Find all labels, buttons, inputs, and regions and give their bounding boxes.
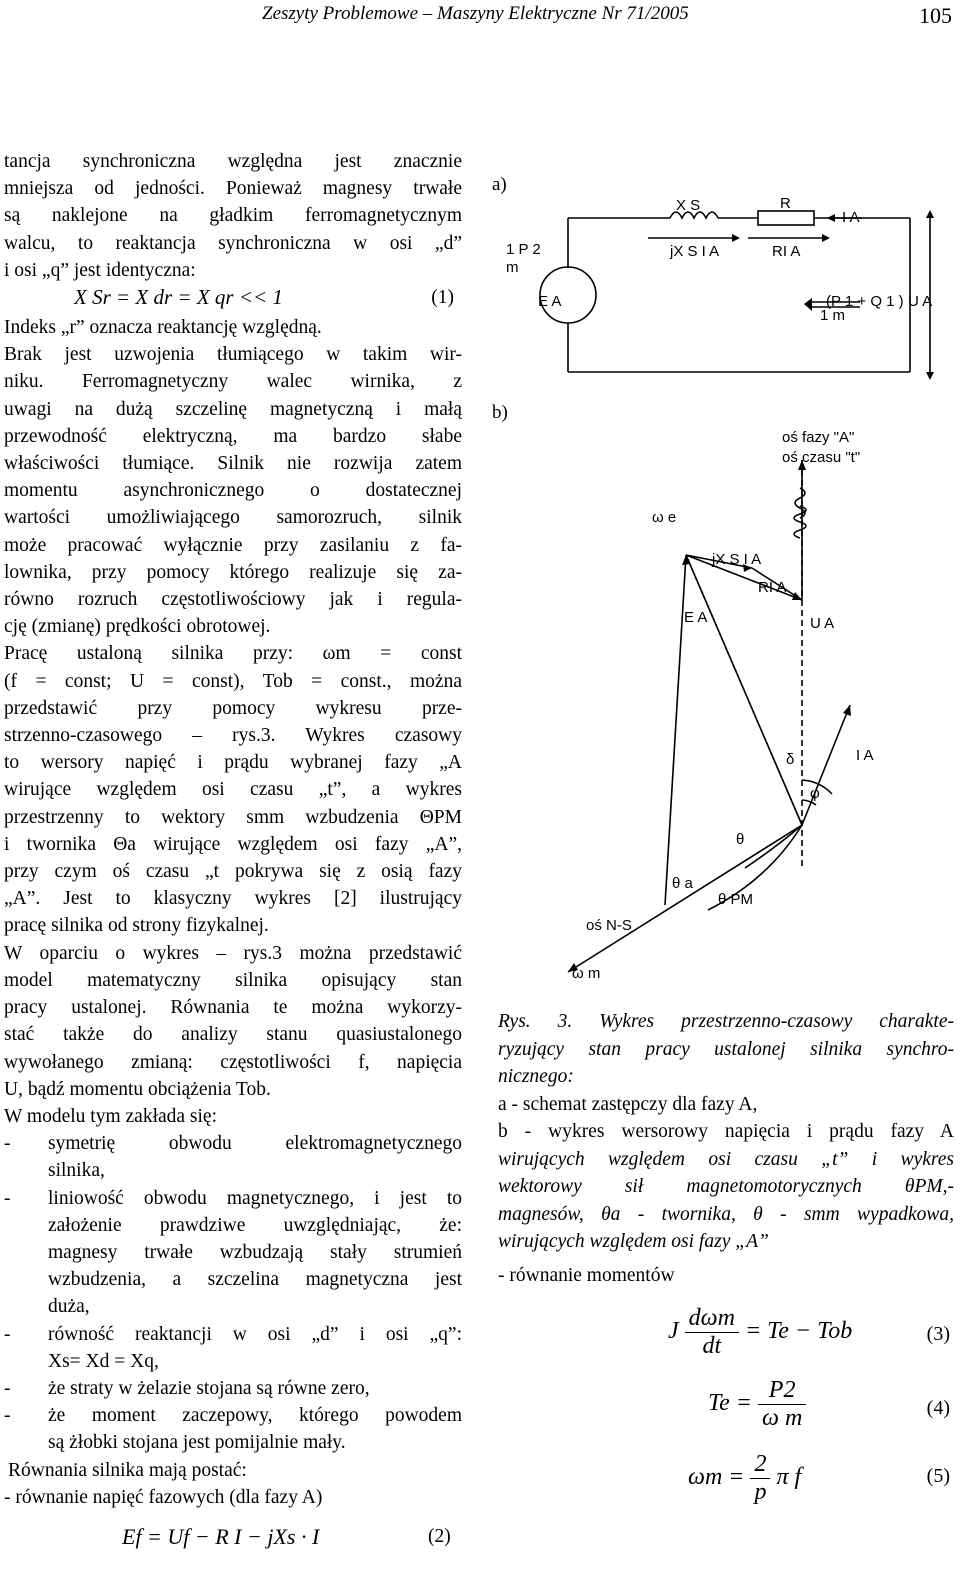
label-Xs: X S <box>676 197 701 214</box>
text-line: pracy ustalonej. Równania te można wykorzy- <box>4 997 462 1019</box>
page-number: 105 <box>919 3 952 28</box>
right-equations <box>498 1265 954 1505</box>
text-line: Indeks „r” oznacza reaktancję względną. <box>4 317 322 339</box>
text-line: przedstawić przy pomocy wykresu prze- <box>4 697 462 719</box>
paragraph-2 <box>4 314 462 640</box>
text-line: wywołanego zmianą: częstotliwości f, napięcia <box>4 1051 462 1073</box>
journal-title: Zeszyty Problemowe – Maszyny Elektryczne Nr 71/2005 <box>262 3 689 24</box>
text-line: silnika, <box>48 1160 105 1182</box>
label-UA-b: U A <box>810 615 835 632</box>
left-column <box>4 148 462 1557</box>
paragraph-4 <box>4 940 462 1103</box>
list-item: - że straty w żelazie stojana są równe zero, <box>4 1375 462 1402</box>
caption-line: a - schemat zastępczy dla fazy A, <box>498 1093 758 1115</box>
equation-2-body: Ef = Uf − R I − jXs · I <box>122 1523 320 1549</box>
text-line: równo rozruch częstotliwościowy jak i regula- <box>4 589 462 611</box>
text-line: model matematyczny silnika opisujący stan <box>4 969 462 991</box>
text-line: przy czym oś czasu „t pokrywa się z osią fazy <box>4 861 462 883</box>
eq4-numerator: P2 <box>758 1377 806 1405</box>
equation-2 <box>4 1517 462 1557</box>
text-line: są naklejone na gładkim ferromagnetycznym <box>4 205 462 227</box>
label-R: R <box>780 195 791 212</box>
text-line: lownika, przy pomocy którego realizuje się za- <box>4 561 462 583</box>
caption-line: nicznego: <box>498 1066 574 1087</box>
eq5-numerator: 2 <box>750 1451 770 1479</box>
equation-4 <box>708 1377 806 1432</box>
equation-5 <box>688 1451 801 1506</box>
label-EA-b: E A <box>684 609 708 626</box>
text-line: U, bądź momentu obciążenia Tob. <box>4 1078 271 1100</box>
paragraph-6: Równania silnika mają postać: <box>8 1459 247 1481</box>
text-line: Brak jest uzwojenia tłumiącego w takim wir- <box>4 344 462 366</box>
eq3-J: J <box>668 1318 679 1345</box>
text-line: „A”. Jest to klasyczny wykres [2] ilustrujący <box>4 888 462 910</box>
text-line: przewodność elektryczną, ma bardzo słabe <box>4 425 462 447</box>
text-line: i twornika Θa wirujące względem osi fazy „A”, <box>4 833 462 855</box>
figure-caption <box>498 1008 954 1256</box>
text-line: przestrzenny to wektory smm wzbudzenia ΘPM <box>4 806 462 828</box>
eq4-denominator: ω m <box>762 1405 803 1431</box>
label-P1Q1: (P 1 + Q 1 ) <box>826 293 904 310</box>
text-line: równość reaktancji w osi „d” i osi „q”: <box>48 1323 462 1345</box>
text-line: W oparciu o wykres – rys.3 można przedstawić <box>4 942 462 964</box>
label-theta-a: θ a <box>672 875 693 892</box>
paragraph-5: W modelu tym zakłada się: <box>4 1105 217 1127</box>
text-line: niku. Ferromagnetyczny walec wirnika, z <box>4 371 462 393</box>
text-line: (f = const; U = const), Tob = const., można <box>4 670 462 692</box>
text-line: że straty w żelazie stojana są równe zero, <box>48 1377 370 1399</box>
label-jXsIA: jX S I A <box>670 243 720 260</box>
page-header <box>0 0 960 40</box>
text-line: Xs= Xd = Xq, <box>48 1350 159 1372</box>
caption-line: wektorowy sił magnetomotorycznych θPM,- <box>498 1176 954 1197</box>
label-jXsIA-b: jX S I A <box>712 551 762 568</box>
text-line: wartości umożliwiającego samorozruch, silnik <box>4 507 462 529</box>
text-line: duża, <box>48 1296 90 1318</box>
eq5-rhs: π f <box>776 1464 802 1491</box>
text-line: strzenno-czasowego – rys.3. Wykres czasowy <box>4 725 462 747</box>
label-axis-NS: oś N-S <box>586 917 632 934</box>
text-line: mniejsza od jedności. Ponieważ magnesy trwałe <box>4 178 462 200</box>
figure-3 <box>490 160 955 1000</box>
label-omega-m: ω m <box>572 965 601 982</box>
paragraph-3 <box>4 640 462 939</box>
text-line: magnesy trwałe wzbudzają stały strumień <box>48 1241 462 1263</box>
eq3-number: (3) <box>926 1323 950 1345</box>
caption-line: ryzujący stan pracy ustalonej silnika synchro- <box>498 1038 954 1060</box>
text-line: i osi „q” jest identyczna: <box>4 259 196 281</box>
eq5-lhs: ωm = <box>688 1464 745 1491</box>
label-m: m <box>506 259 519 276</box>
label-IA: I A <box>842 209 860 226</box>
label-IA-b: I A <box>856 747 874 764</box>
eq4-lhs: Te = <box>708 1390 752 1417</box>
label-axis-time: oś czasu "t" <box>782 449 861 466</box>
text-line: stać także do analizy stanu quasiustalonego <box>4 1024 462 1046</box>
text-line: tancja synchroniczna względna jest znacznie <box>4 151 462 172</box>
equation-1-body: X Sr = X dr = X qr << 1 <box>74 285 283 310</box>
label-theta-PM: θ PM <box>718 891 754 908</box>
label-RIA: RI A <box>772 243 801 260</box>
equation-2-number: (2) <box>428 1525 451 1547</box>
paragraph-1 <box>4 148 462 284</box>
eq3-rhs: = Te − Tob <box>744 1318 853 1345</box>
label-P2: 1 P 2 <box>506 241 541 258</box>
eq3-numerator: dωm <box>685 1305 739 1333</box>
caption-line: magnesów, θa - twornika, θ - smm wypadkowa, <box>498 1203 954 1225</box>
label-phi: φ <box>810 785 820 802</box>
list-item: - symetrię obwodu elektromagnetycznego silnika, <box>4 1130 462 1184</box>
label-1m: 1 m <box>820 307 846 324</box>
caption-line: wirujących względem osi fazy „A” <box>498 1231 769 1252</box>
text-line: symetrię obwodu elektromagnetycznego <box>48 1133 462 1155</box>
text-line: założenie prawdziwe uwzględniając, że: <box>48 1214 462 1236</box>
text-line: są żłobki stojana jest pomijalnie mały. <box>48 1432 346 1454</box>
text-line: że moment zaczepowy, którego powodem <box>48 1405 462 1427</box>
assumption-list <box>4 1130 462 1456</box>
list-item: - że moment zaczepowy, którego powodem są żłobki stojana jest pomijalnie mały. <box>4 1402 462 1456</box>
text-line: uwagi na dużą szczelinę magnetyczną i małą <box>4 398 462 420</box>
label-delta: δ <box>786 751 795 768</box>
text-line: to wersory napięć i prądu wybranej fazy „A <box>4 752 462 774</box>
label-EA: E A <box>538 293 562 310</box>
eq5-denominator: p <box>754 1479 767 1505</box>
text-line: może pracować wyłącznie przy zasilaniu z fa- <box>4 534 462 556</box>
text-line: cję (zmianę) prędkości obrotowej. <box>4 616 271 638</box>
caption-line: wirujących względem osi czasu „t” i wykres <box>498 1148 954 1170</box>
equation-1 <box>4 284 462 314</box>
caption-line: Rys. 3. Wykres przestrzenno-czasowy charakte- <box>498 1011 954 1032</box>
label-RIA-b: RI A <box>758 579 787 596</box>
label-theta: θ <box>736 831 745 848</box>
eq3-denominator: dt <box>702 1333 722 1359</box>
list-item: - równość reaktancji w osi „d” i osi „q”: Xs= Xd = Xq, <box>4 1321 462 1375</box>
label-a: a) <box>492 174 507 195</box>
text-line: liniowość obwodu magnetycznego, i jest to <box>48 1187 462 1209</box>
text-line: momentu asynchronicznego o dostatecznej <box>4 480 462 502</box>
text-line: wirujące względem osi czasu „t”, a wykres <box>4 779 462 801</box>
equation-3 <box>668 1305 852 1360</box>
label-axis-phase: oś fazy "A" <box>782 429 855 446</box>
text-line: wzbudzenia, a szczelina magnetyczna jest <box>48 1269 462 1291</box>
label-UA: U A <box>908 293 933 310</box>
text-line: właściwości tłumiące. Silnik nie rozwija zatem <box>4 453 462 475</box>
text-line: walcu, to reaktancja synchroniczna w osi „d” <box>4 232 462 254</box>
eq4-number: (4) <box>926 1397 950 1419</box>
text-line: Pracę ustaloną silnika przy: ωm = const <box>4 643 462 665</box>
text-line: pracę silnika od strony fizykalnej. <box>4 915 269 937</box>
list-item: - liniowość obwodu magnetycznego, i jest to założenie prawdziwe uwzględniając, że: magnesy trwałe wzbudzają stały strumień wzbudzenia, a szczelina magnetyczna jest duża, <box>4 1185 462 1321</box>
eq5-number: (5) <box>926 1465 950 1487</box>
paragraph-7: - równanie napięć fazowych (dla fazy A) <box>4 1486 323 1508</box>
caption-line: b - wykres wersorowy napięcia i prądu fazy A <box>498 1121 954 1142</box>
label-b: b) <box>492 402 508 423</box>
equation-1-number: (1) <box>431 287 454 309</box>
label-omega-e: ω e <box>652 509 677 526</box>
moment-equation-intro: - równanie momentów <box>498 1265 675 1286</box>
